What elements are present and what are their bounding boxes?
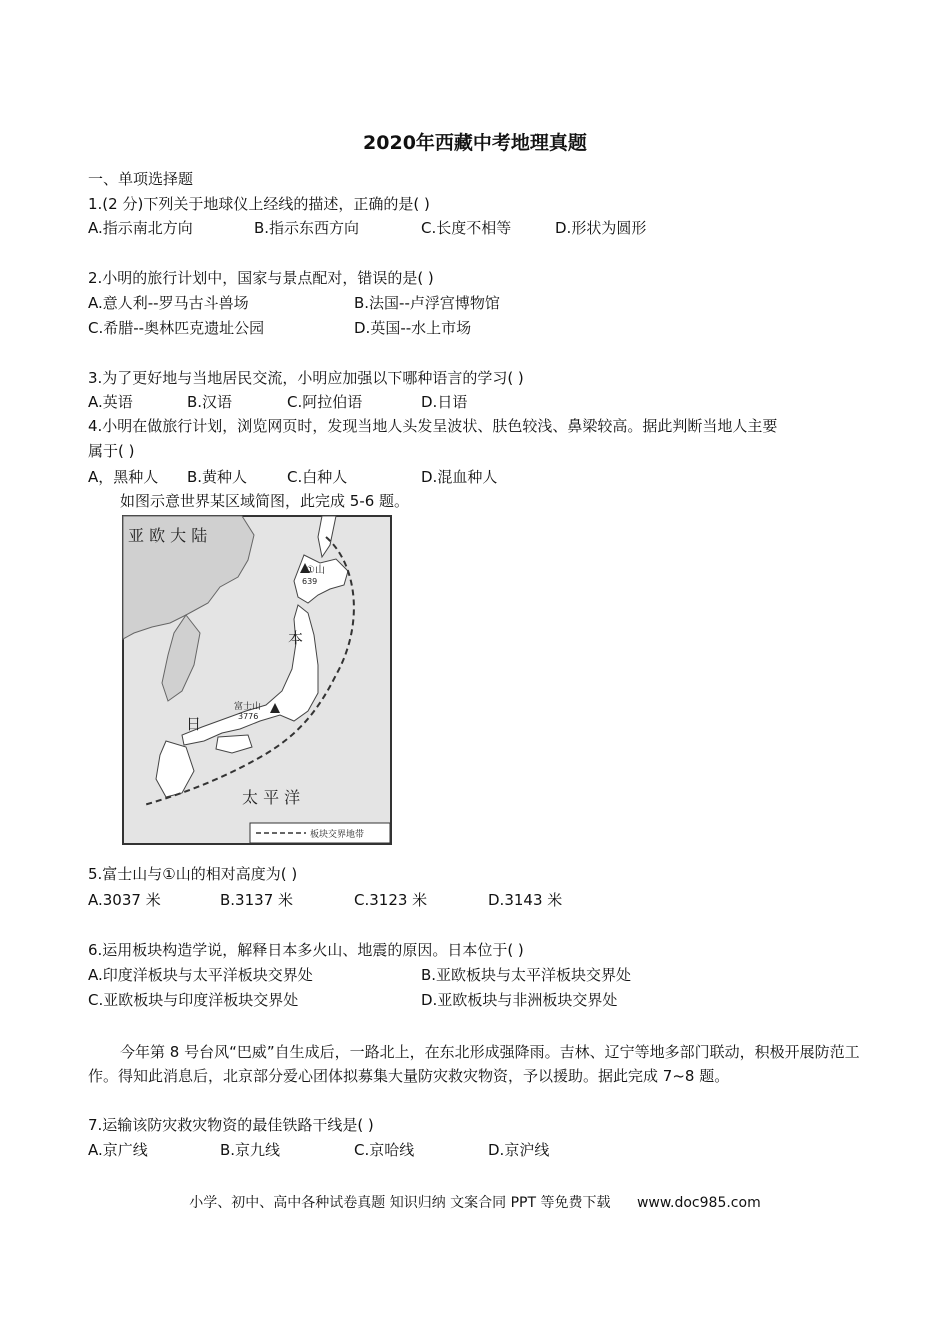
q3-option-b: B.汉语 [187,393,233,411]
q6-option-b: B.亚欧板块与太平洋板块交界处 [421,966,632,984]
question-6-stem: 6.运用板块构造学说，解释日本多火山、地震的原因。日本位于( ) [88,941,524,959]
page-footer [0,1192,950,1212]
footer-text: 小学、初中、高中各种试卷真题 知识归纳 文案合同 PPT 等免费下载 [189,1195,611,1211]
label-ri: 日 [186,715,202,733]
q4-option-d: D.混血种人 [421,468,498,486]
legend-label: 板块交界地带 [310,830,365,840]
q1-option-a: A.指示南北方向 [88,219,193,237]
q6-option-d: D.亚欧板块与非洲板块交界处 [421,991,618,1009]
question-2-stem: 2.小明的旅行计划中，国家与景点配对，错误的是( ) [88,269,434,287]
q2-option-d: D.英国--水上市场 [354,319,472,337]
label-ben: 本 [288,629,304,647]
japan-region-map [122,515,392,845]
q5-option-c: C.3123 米 [354,891,428,909]
q3-option-d: D.日语 [421,393,468,411]
label-mountain-1-height: 639 [302,577,318,586]
q4-option-c: C.白种人 [287,468,348,486]
label-continent: 亚 欧 大 陆 [128,526,208,545]
q7-option-d: D.京沪线 [488,1141,550,1159]
question-5-stem: 5.富士山与①山的相对高度为( ) [88,865,298,883]
label-mountain-1: ①山 [306,565,325,576]
page-title: 2020年西藏中考地理真题 [363,132,587,154]
q5-option-d: D.3143 米 [488,891,563,909]
q4-option-b: B.黄种人 [187,468,248,486]
q5-option-b: B.3137 米 [220,891,294,909]
label-fuji: 富士山 [234,702,262,712]
q7-option-b: B.京九线 [220,1141,281,1159]
question-7-stem: 7.运输该防灾救灾物资的最佳铁路干线是( ) [88,1116,374,1134]
section-heading: 一、单项选择题 [88,170,194,188]
q2-option-a: A.意人利--罗马古斗兽场 [88,294,249,312]
question-3-stem: 3.为了更好地与当地居民交流，小明应加强以下哪种语言的学习( ) [88,369,524,387]
q7-option-a: A.京广线 [88,1141,148,1159]
q7-option-c: C.京哈线 [354,1141,415,1159]
q5-option-a: A.3037 米 [88,891,161,909]
q1-option-d: D.形状为圆形 [555,219,647,237]
map-intro: 如图示意世界某区域简图，此完成 5-6 题。 [120,492,410,510]
question-1-stem: 1.(2 分)下列关于地球仪上经线的描述，正确的是( ) [88,195,430,213]
q1-option-b: B.指示东西方向 [254,219,360,237]
question-4-stem-line1: 4.小明在做旅行计划，浏览网页时，发现当地人头发呈波状、肤色较浅、鼻梁较高。据此判断当地人主要 [88,417,778,435]
question-4-stem-line2: 属于( ) [88,442,135,460]
passage-typhoon: 今年第 8 号台风“巴威”自生成后，一路北上，在东北形成强降雨。吉林、辽宁等地多部门联动，积极开展防范工作。得知此消息后，北京部分爱心团体拟募集大量防灾救灾物资，予以援助。据此完成 7~8 题。 [88,1043,860,1085]
q2-option-c: C.希腊--奥林匹克遗址公园 [88,319,265,337]
label-ocean: 太 平 洋 [242,788,301,807]
q4-option-a: A，黑种人 [88,468,159,486]
label-fuji-height: 3776 [238,712,259,721]
footer-site-link[interactable]: www.doc985.com [636,1195,761,1211]
q6-option-a: A.印度洋板块与太平洋板块交界处 [88,966,313,984]
q1-option-c: C.长度不相等 [421,219,512,237]
q6-option-c: C.亚欧板块与印度洋板块交界处 [88,991,299,1009]
q2-option-b: B.法国--卢浮宫博物馆 [354,294,500,312]
q3-option-a: A.英语 [88,393,133,411]
q3-option-c: C.阿拉伯语 [287,393,363,411]
